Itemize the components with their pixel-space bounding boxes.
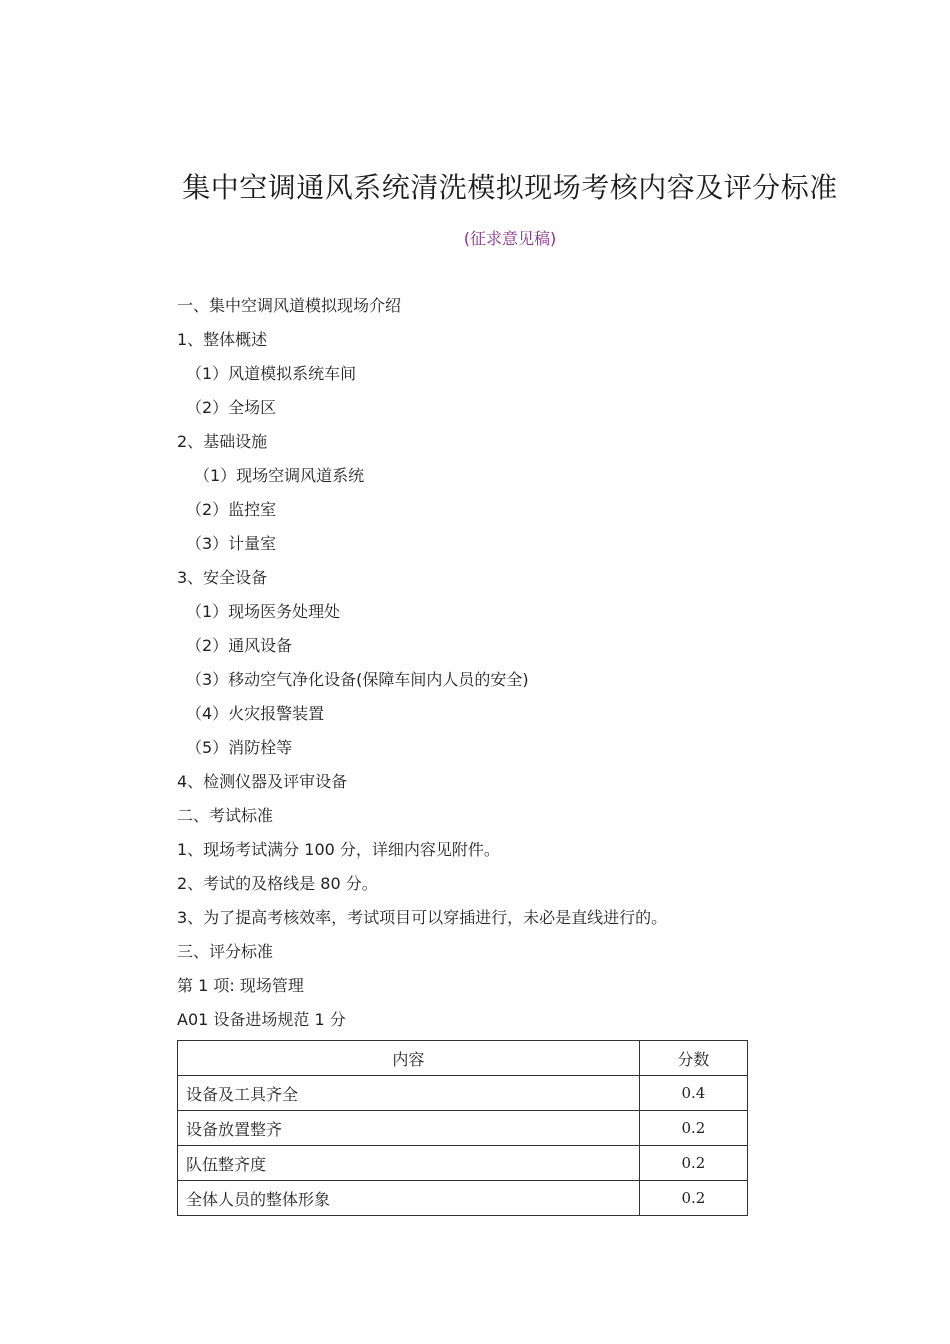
row-content: 队伍整齐度	[178, 1146, 640, 1181]
paragraph: 3、为了提高考核效率，考试项目可以穿插进行，未必是直线进行的。	[177, 908, 668, 927]
row-score: 0.2	[639, 1111, 747, 1146]
table-row	[178, 1076, 748, 1111]
row-score: 0.2	[639, 1146, 747, 1181]
list-item: （1）风道模拟系统车间	[186, 364, 357, 383]
section-heading: 一、集中空调风道模拟现场介绍	[177, 296, 402, 315]
section-heading: 二、考试标准	[177, 806, 274, 825]
list-item: （2）通风设备	[186, 636, 293, 655]
list-item: （2）监控室	[186, 500, 277, 519]
item-subheading: A01 设备进场规范 1 分	[177, 1010, 346, 1029]
subsection-heading: 4、检测仪器及评审设备	[177, 772, 348, 791]
row-score: 0.4	[639, 1076, 747, 1111]
list-item: （2）全场区	[186, 398, 277, 417]
row-content: 设备及工具齐全	[178, 1076, 640, 1111]
row-content: 全体人员的整体形象	[178, 1181, 640, 1216]
list-item: （3）计量室	[186, 534, 277, 553]
list-item: （5）消防栓等	[186, 738, 293, 757]
paragraph: 1、现场考试满分 100 分，详细内容见附件。	[177, 840, 500, 859]
section-heading: 三、评分标准	[177, 942, 274, 961]
row-content: 设备放置整齐	[178, 1111, 640, 1146]
table-row	[178, 1181, 748, 1216]
header-content: 内容	[178, 1041, 640, 1076]
subsection-heading: 3、安全设备	[177, 568, 268, 587]
list-item: （1）现场医务处理处	[186, 602, 341, 621]
paragraph: 2、考试的及格线是 80 分。	[177, 874, 378, 893]
list-item: （3）移动空气净化设备(保障车间内人员的安全)	[186, 670, 529, 689]
table-row	[178, 1146, 748, 1181]
document-subtitle: (征求意见稿)	[463, 229, 557, 248]
score-table	[177, 1040, 748, 1216]
item-heading: 第 1 项: 现场管理	[177, 976, 304, 995]
table-header-row	[178, 1041, 748, 1076]
table-row	[178, 1111, 748, 1146]
subsection-heading: 1、整体概述	[177, 330, 268, 349]
subsection-heading: 2、基础设施	[177, 432, 268, 451]
list-item: （1）现场空调风道系统	[194, 466, 365, 485]
document-title: 集中空调通风系统清洗模拟现场考核内容及评分标准	[182, 171, 838, 204]
row-score: 0.2	[639, 1181, 747, 1216]
list-item: （4）火灾报警装置	[186, 704, 325, 723]
header-score: 分数	[639, 1041, 747, 1076]
